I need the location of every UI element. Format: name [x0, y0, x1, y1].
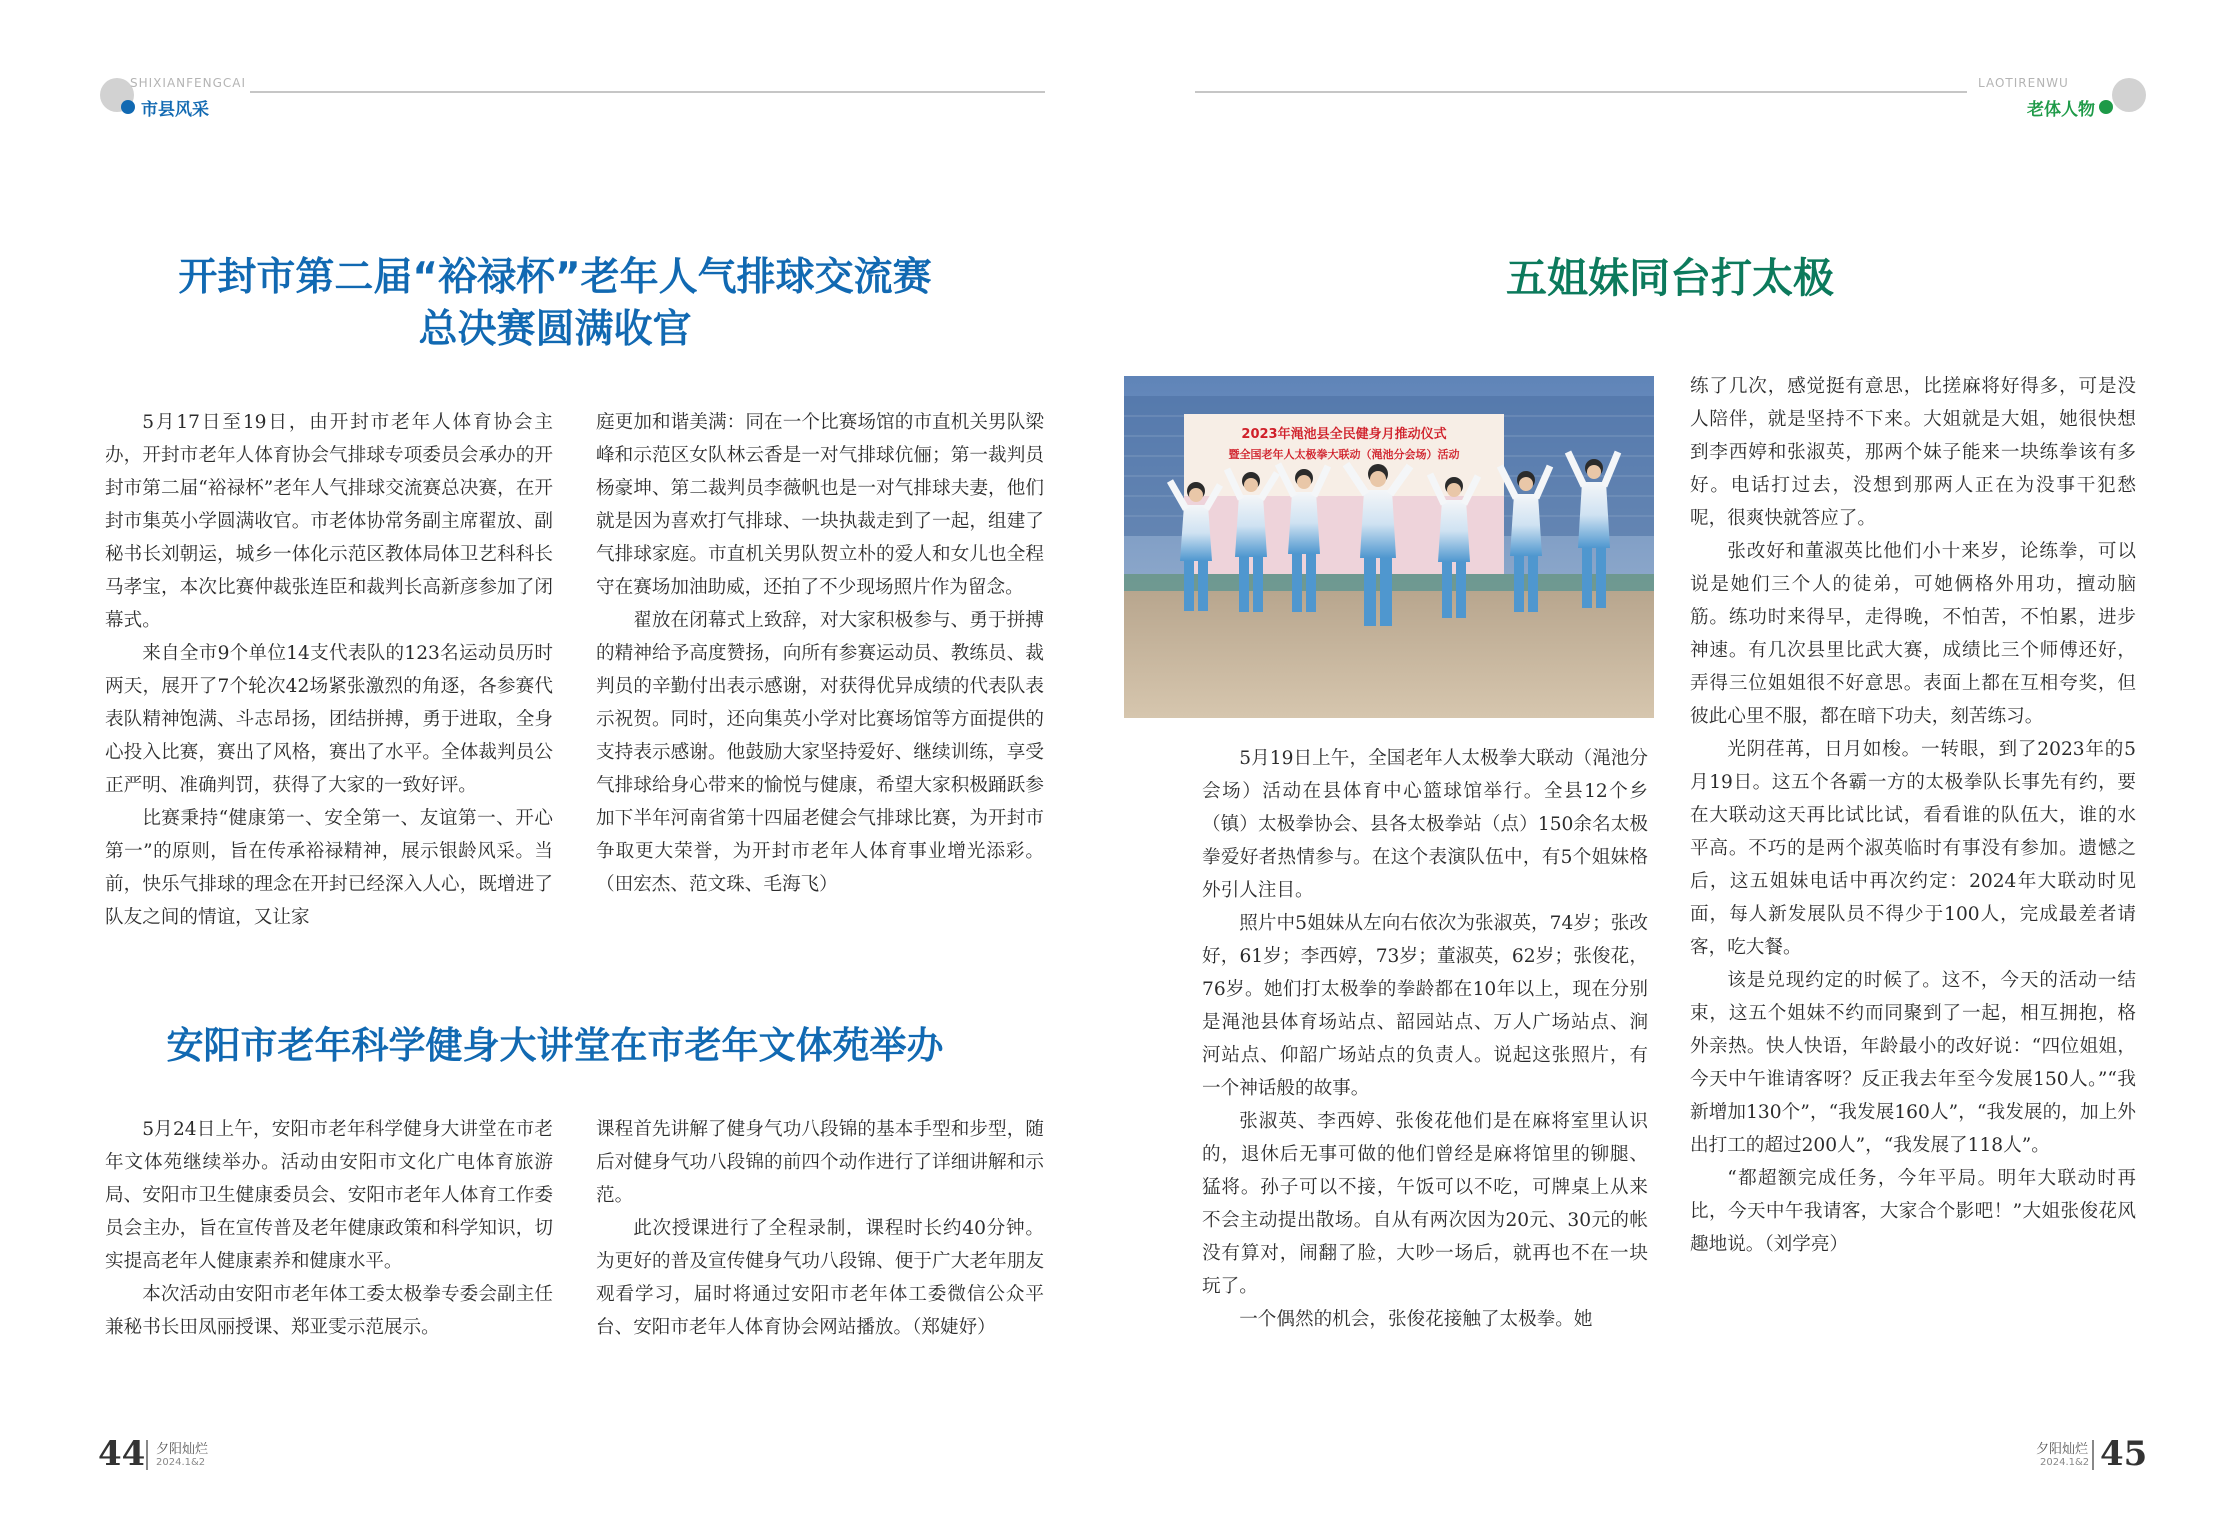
taiji-photo	[1124, 376, 1654, 718]
paragraph: 此次授课进行了全程录制，课程时长约40分钟。为更好的普及宣传健身气功八段锦、便于广大老年朋友观看学习，届时将通过安阳市老年体工委微信公众平台、安阳市老年人体育协会网站播放。（郑婕妤）	[596, 1218, 1044, 1338]
paragraph: 一个偶然的机会，张俊花接触了太极拳。她	[1239, 1309, 1593, 1330]
paragraph: 练了几次，感觉挺有意思，比搓麻将好得多，可是没人陪伴，就是坚持不下来。大姐就是大姐，她很快想到李西婷和张淑英，那两个妹子能来一块练拳该有多好。电话打过去，没想到那两人正在为没事干犯愁呢，很爽快就答应了。	[1690, 376, 2136, 529]
paragraph: 庭更加和谐美满：同在一个比赛场馆的市直机关男队梁峰和示范区女队林云香是一对气排球伉俪；第一裁判员杨豪坤、第二裁判员李薇帆也是一对气排球夫妻，他们就是因为喜欢打气排球、一块执裁走到了一起，组建了气排球家庭。市直机关男队贺立朴的爱人和女儿也全程守在赛场加油助威，还拍了不少现场照片作为留念。	[596, 412, 1044, 598]
paragraph: 课程首先讲解了健身气功八段锦的基本手型和步型，随后对健身气功八段锦的前四个动作进行了详细讲解和示范。	[596, 1119, 1044, 1206]
paragraph: 5月19日上午，全国老年人太极拳大联动（渑池分会场）活动在县体育中心篮球馆举行。全县12个乡（镇）太极拳协会、县各太极拳站（点）150余名太极拳爱好者热情参与。在这个表演队伍中，有5个姐妹格外引人注目。	[1202, 748, 1648, 901]
article3-col2	[1690, 370, 2136, 1261]
paragraph: 5月24日上午，安阳市老年科学健身大讲堂在市老年文体苑继续举办。活动由安阳市文化广电体育旅游局、安阳市卫生健康委员会、安阳市老年人体育工作委员会主办，旨在宣传普及老年健康政策和科学知识，切实提高老年人健康素养和健康水平。	[105, 1119, 553, 1272]
paragraph: 照片中5姐妹从左向右依次为张淑英，74岁；张改好，61岁；李西婷，73岁；董淑英，62岁；张俊花，76岁。她们打太极拳的拳龄都在10年以上，现在分别是渑池县体育场站点、韶园站点、万人广场站点、涧河站点、仰韶广场站点的负责人。说起这张照片，有一个神话般的故事。	[1202, 913, 1648, 1099]
photo-banner-line1: 2023年渑池县全民健身月推动仪式	[1241, 427, 1447, 442]
header-left-en: SHIXIANFENGCAI	[130, 76, 247, 90]
footer-right-divider	[2092, 1440, 2094, 1470]
header-right-section: 老体人物	[2027, 100, 2095, 120]
header-right-en: LAOTIRENWU	[1978, 76, 2069, 90]
footer-left-magazine: 夕阳灿烂	[156, 1442, 209, 1457]
paragraph: 比赛秉持“健康第一、安全第一、友谊第一、开心第一”的原则，旨在传承裕禄精神，展示银龄风采。当前，快乐气排球的理念在开封已经深入人心，既增进了队友之间的情谊，又让家	[105, 808, 553, 928]
header-right-dot	[2099, 100, 2113, 114]
page-number-left: 44	[98, 1434, 146, 1474]
article2-col1	[105, 1113, 553, 1344]
article1-title-line1: 开封市第二届“裕禄杯”老年人气排球交流赛	[178, 255, 932, 300]
article1-title	[105, 252, 1005, 356]
paragraph: 张淑英、李西婷、张俊花他们是在麻将室里认识的，退休后无事可做的他们曾经是麻将馆里的铆腿、猛将。孙子可以不接，午饭可以不吃，可牌桌上从来不会主动提出散场。自从有两次因为20元、30元的帐没有算对，闹翻了脸，大吵一场后，就再也不在一块玩了。	[1202, 1111, 1648, 1297]
article3-title: 五姐妹同台打太极	[1506, 254, 1834, 302]
taiji-photo-image	[1124, 376, 1654, 718]
page-number-right: 45	[2100, 1434, 2148, 1474]
article3-col1	[1202, 742, 1648, 1336]
footer-left-issue: 2024.1&2	[156, 1457, 206, 1468]
paragraph: 来自全市9个单位14支代表队的123名运动员历时两天，展开了7个轮次42场紧张激烈的角逐，各参赛代表队精神饱满、斗志昂扬，团结拼搏，勇于进取，全身心投入比赛，赛出了风格，赛出了水平。全体裁判员公正严明、准确判罚，获得了大家的一致好评。	[105, 643, 553, 796]
photo-banner-line2: 暨全国老年人太极拳大联动（渑池分会场）活动	[1228, 448, 1460, 461]
header-right-line	[1195, 91, 1967, 93]
article1-col2	[596, 406, 1044, 901]
footer-left-divider	[146, 1440, 148, 1470]
paragraph: 张改好和董淑英比他们小十来岁，论练拳，可以说是她们三个人的徒弟，可她俩格外用功，擅动脑筋。练功时来得早，走得晚，不怕苦，不怕累，进步神速。有几次县里比武大赛，成绩比三个师傅还好，弄得三位姐姐很不好意思。表面上都在互相夸奖，但彼此心里不服，都在暗下功夫，刻苦练习。	[1690, 541, 2136, 727]
article2-title: 安阳市老年科学健身大讲堂在市老年文体苑举办	[166, 1024, 944, 1067]
paragraph: 该是兑现约定的时候了。这不，今天的活动一结束，这五个姐妹不约而同聚到了一起，相互拥抱，格外亲热。快人快语，年龄最小的改好说：“四位姐姐，今天中午谁请客呀？反正我去年至今发展150人。”“我新增加130个”，“我发展160人”，“我发展的，加上外出打工的超过200人”，“我发展了118人”。	[1690, 970, 2136, 1156]
footer-right-magazine: 夕阳灿烂	[2036, 1442, 2089, 1457]
header-left-dot	[121, 100, 135, 114]
header-right-circle	[2112, 78, 2146, 112]
paragraph: “都超额完成任务，今年平局。明年大联动时再比，今天中午我请客，大家合个影吧！”大姐张俊花风趣地说。（刘学亮）	[1690, 1168, 2136, 1255]
paragraph: 本次活动由安阳市老年体工委太极拳专委会副主任兼秘书长田凤丽授课、郑亚雯示范展示。	[105, 1284, 553, 1338]
header-left-section: 市县风采	[141, 100, 209, 120]
paragraph: 5月17日至19日，由开封市老年人体育协会主办，开封市老年人体育协会气排球专项委员会承办的开封市第二届“裕禄杯”老年人气排球交流赛总决赛，在开封市集英小学圆满收官。市老体协常务副主席翟放、副秘书长刘朝运，城乡一体化示范区教体局体卫艺科科长马孝宝，本次比赛仲裁张连臣和裁判长高新彦参加了闭幕式。	[105, 412, 553, 631]
footer-right-issue: 2024.1&2	[2040, 1457, 2090, 1468]
article1-col1	[105, 406, 553, 934]
paragraph: 光阴荏苒，日月如梭。一转眼，到了2023年的5月19日。这五个各霸一方的太极拳队长事先有约，要在大联动这天再比试比试，看看谁的队伍大，谁的水平高。不巧的是两个淑英临时有事没有参加。遗憾之后，这五姐妹电话中再次约定：2024年大联动时见面，每人新发展队员不得少于100人，完成最差者请客，吃大餐。	[1690, 739, 2136, 958]
article2-col2	[596, 1113, 1044, 1344]
header-left-line	[250, 91, 1045, 93]
paragraph: 翟放在闭幕式上致辞，对大家积极参与、勇于拼搏的精神给予高度赞扬，向所有参赛运动员、教练员、裁判员的辛勤付出表示感谢，对获得优异成绩的代表队表示祝贺。同时，还向集英小学对比赛场馆等方面提供的支持表示感谢。他鼓励大家坚持爱好、继续训练，享受气排球给身心带来的愉悦与健康，希望大家积极踊跃参加下半年河南省第十四届老健会气排球比赛，为开封市争取更大荣誉，为开封市老年人体育事业增光添彩。（田宏杰、范文珠、毛海飞）	[596, 610, 1044, 895]
article1-title-line2: 总决赛圆满收官	[418, 307, 692, 352]
